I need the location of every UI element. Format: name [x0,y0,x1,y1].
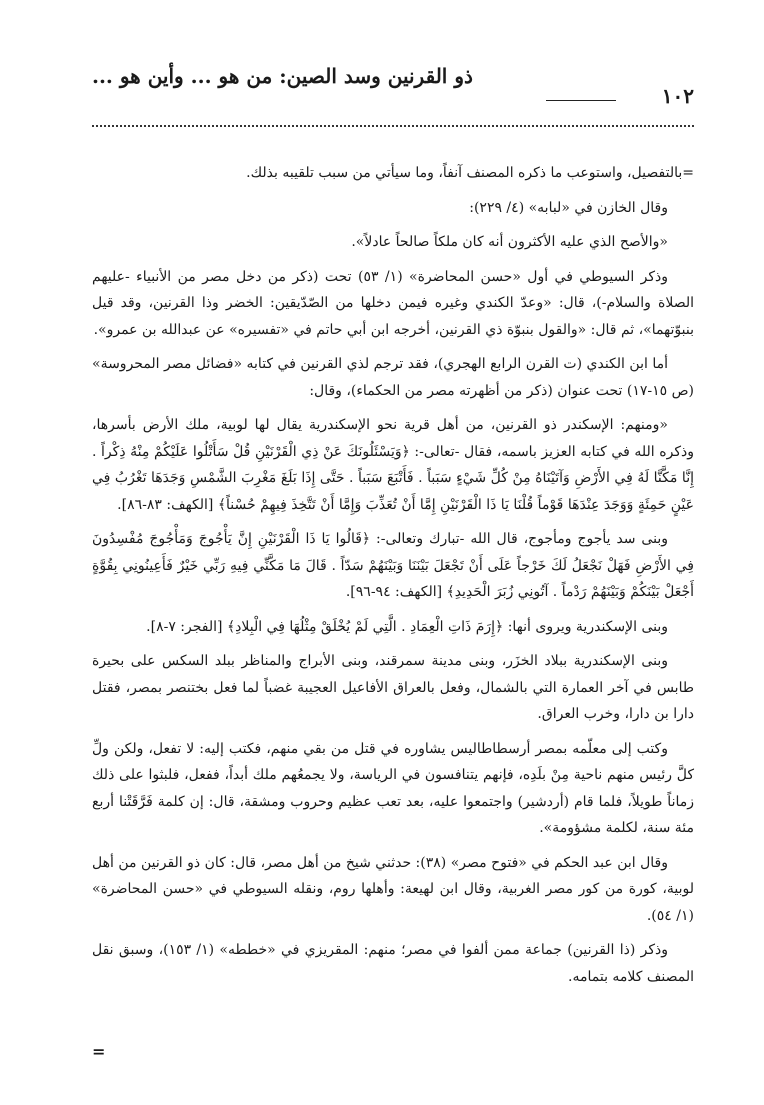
paragraph-khazar-samarkand: وبنى الإسكندرية ببلاد الخزَر، وبنى مدينة سمرقند، وبنى الأبراج والمناظر ببلد السكس على بحيرة طابس في آخر العمارة التي بالشمال، وفعل بالعراق الأفاعيل العجيبة غضباً لما فعل بختنصر بمصر، فقتل دارا بن دارا، وخرب العراق. [92,653,694,722]
header-rule [546,100,616,101]
paragraph-khazin: وقال الخازن في «لبابه» (٤/ ٢٢٩): [469,199,668,216]
paragraph-khazin-quote: «والأصح الذي عليه الأكثرون أنه كان ملكاً صالحاً عادلاً». [351,234,668,250]
paragraph-maqrizi: وذكر (ذا القرنين) جماعة ممن ألفوا في مصر؛ منهم: المقريزي في «خططه» (١/ ١٥٣)، وسبق نقل المصنف كلامه بتمامه. [92,942,694,985]
paragraph-aristotle: وكتب إلى معلّمه بمصر أرسطاطاليس يشاوره في قتل من بقي منهم، فكتب إليه: لا تفعل، ولكن ولِّ كلَّ رئيس منهم ناحية مِنْ بلَدِه، فإنهم يتنافسون في الرياسة، ولا يجمعُهم ملك أبداً، ففعل، فلبثوا على ذلك زماناً طويلاً، فلما قام (أردشير) واجتمعوا عليه، بعد تعب عظيم وحروب ومشقة، قال: إن كلمة فَرَّقَتْنا أربع مئة سنة، لكلمة مشؤومة». [92,740,694,836]
paragraph-ibn-abd-al-hakam: وقال ابن عبد الحكم في «فتوح مصر» (٣٨): حدثني شيخ من أهل مصر، قال: كان ذو القرنين من أهل لوبية، كورة من كور مصر الغربية، وقال ابن لهيعة: وأهلها روم، ونقله السيوطي في «حسن المحاضرة» (١/ ٥٤). [92,854,695,924]
continuation-mark: = [92,1042,106,1061]
paragraph-alexandria-iram: وبنى الإسكندرية ويروى أنها: ﴿إِرَمَ ذَاتِ الْعِمَادِ . الَّتِي لَمْ يُخْلَقْ مِثْلُهَا فِي الْبِلادِ﴾ [الفجر: ٧-٨]. [146,618,668,635]
running-title: ذو القرنين وسد الصين: من هو ... وأين هو ... [92,64,473,88]
paragraph-gog-magog: وبنى سد يأجوج ومأجوج، قال الله -تبارك وتعالى-: ﴿قَالُوا يَا ذَا الْقَرْنَيْنِ إِنَّ يَأْجُوجَ وَمَأْجُوجَ مُفْسِدُونَ فِي الأَرْضِ فَهَلْ نَجْعَلُ لَكَ خَرْجاً عَلَى أَنْ تَجْعَلَ بَيْنَنَا وَبَيْنَهُمْ سَدّاً . قَالَ مَا مَكَّنِّي فِيهِ رَبِّي خَيْرٌ فَأَعِينُونِي بِقُوَّةٍ أَجْعَلْ بَيْنَكُمْ وَبَيْنَهُمْ رَدْماً . آتُونِي زُبَرَ الْحَدِيدِ﴾ [الكهف: ٩٤-٩٦]. [92,531,694,600]
paragraph-quote-alexander: «ومنهم: الإسكندر ذو القرنين، من أهل قرية نحو الإسكندرية يقال لها لوبية، ملك الأرض بأسرها، وذكره الله في كتابه العزيز باسمه، فقال -تعالى-: ﴿وَيَسْئَلُونَكَ عَنْ ذِي الْقَرْنَيْنِ قُلْ سَأَتْلُوا عَلَيْكُمْ مِنْهُ ذِكْراً . إِنَّا مَكَّنَّا لَهُ فِي الأَرْضِ وَآتَيْنَاهُ مِنْ كُلِّ شَيْءٍ سَبَباً . فَأَتْبَعَ سَبَباً . حَتَّى إِذَا بَلَغَ مَغْرِبَ الشَّمْسِ وَجَدَهَا تَغْرُبُ فِي عَيْنٍ حَمِئَةٍ وَوَجَدَ عِنْدَهَا قَوْماً قُلْنَا يَا ذَا الْقَرْنَيْنِ إِمَّا أَنْ تُعَذِّبَ وَإِمَّا أَنْ تَتَّخِذَ فِيهِمْ حُسْناً﴾ [الكهف: ٨٣-٨٦]. [92,417,694,513]
page-header [92,62,694,112]
paragraph-continuation: =بالتفصيل، واستوعب ما ذكره المصنف آنفاً، وما سيأتي من سبب تلقيبه بذلك. [246,165,694,181]
paragraph-suyuti: وذكر السيوطي في أول «حسن المحاضرة» (١/ ٥٣) تحت (ذكر من دخل مصر من الأنبياء -عليهم الصلاة والسلام-)، قال: «وعدّ الكندي وغيره فيمن دخلها من الصّدّيقين: الخضر وذا القرنين، وقد قيل بنبوّتهما»، ثم قال: «والقول بنبوّة ذي القرنين، أخرجه ابن أبي حاتم في «تفسيره» عن عبدالله بن عمرو». [92,268,694,338]
footnote-body [92,160,694,998]
dotted-separator [92,125,694,127]
paragraph-ibn-kindi: أما ابن الكندي (ت القرن الرابع الهجري)، فقد ترجم لذي القرنين في كتابه «فضائل مصر المحروسة» (ص ١٥-١٧) تحت عنوان (ذكر من أظهرته مصر من الحكماء)، وقال: [92,356,694,399]
page-number: ١٠٢ [661,84,694,108]
